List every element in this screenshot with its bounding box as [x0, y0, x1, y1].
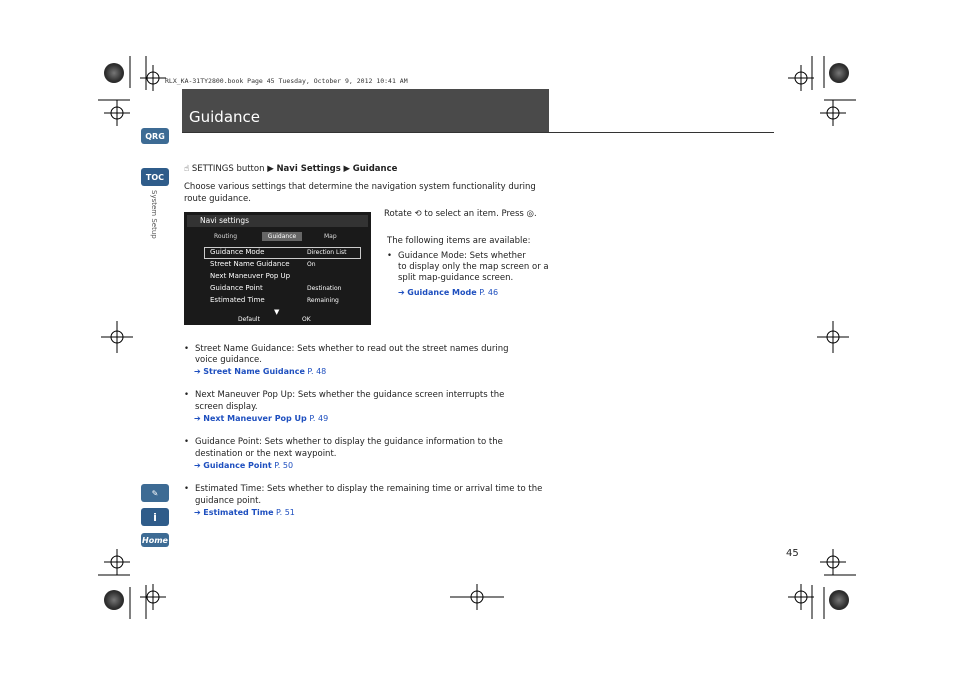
- screen-row-label: Estimated Time: [210, 296, 265, 304]
- screen-row-value: Direction List: [307, 249, 347, 256]
- list-item-desc: destination or the next waypoint.: [195, 449, 337, 459]
- print-header: RLX_KA-31TY2800.book Page 45 Tuesday, October 9, 2012 10:41 AM: [165, 77, 408, 85]
- screen-row-value: Remaining: [307, 297, 339, 304]
- breadcrumb: [184, 164, 397, 174]
- info-icon[interactable]: i: [141, 508, 169, 526]
- screen-row-value: Destination: [307, 285, 342, 292]
- home-button[interactable]: Home: [141, 533, 169, 547]
- screen-row-label: Guidance Point: [210, 284, 263, 292]
- breadcrumb-end: Guidance: [352, 164, 398, 174]
- press-dial-icon: ◎: [526, 209, 534, 219]
- list-item-desc: split map-guidance screen.: [398, 273, 514, 283]
- screen-footer-ok: OK: [302, 316, 311, 323]
- xref-link[interactable]: ➔ Next Maneuver Pop Up P. 49: [194, 414, 329, 423]
- screen-row-label: Next Maneuver Pop Up: [210, 272, 291, 280]
- page-title: Guidance: [189, 108, 260, 126]
- xref-link[interactable]: ➔ Guidance Mode P. 46: [398, 288, 499, 297]
- list-item-desc: to display only the map screen or a: [398, 262, 549, 272]
- link-arrow-icon: ➔: [194, 461, 201, 470]
- available-text: The following items are available:: [387, 236, 531, 246]
- list-item-desc: screen display.: [195, 402, 258, 412]
- breadcrumb-arrow-icon: ▶: [343, 164, 351, 174]
- link-arrow-icon: ➔: [194, 508, 201, 517]
- voice-command-icon[interactable]: ✎: [141, 484, 169, 502]
- screen-row-value: On: [307, 261, 316, 268]
- intro-text: Choose various settings that determine the navigation system functionality during route guidance.: [184, 182, 536, 204]
- page-number: 45: [786, 548, 799, 559]
- link-arrow-icon: ➔: [398, 288, 405, 297]
- interface-dial-icon: ⟲: [414, 209, 422, 219]
- xref-link[interactable]: ➔ Guidance Point P. 50: [194, 461, 294, 470]
- breadcrumb-mid: Navi Settings: [276, 164, 341, 174]
- breadcrumb-arrow-icon: ▶: [267, 164, 274, 174]
- screen-title: Navi settings: [200, 216, 250, 225]
- screen-tab-map: Map: [324, 233, 337, 240]
- list-item-desc: guidance point.: [195, 496, 262, 506]
- section-label: System Setup: [150, 190, 158, 239]
- screen-tab-routing: Routing: [214, 233, 238, 240]
- navi-settings-screen: [184, 212, 371, 325]
- link-arrow-icon: ➔: [194, 414, 201, 423]
- hand-icon: ☝: [184, 164, 190, 174]
- scroll-down-icon: ▼: [274, 308, 280, 316]
- screen-footer-default: Default: [238, 316, 260, 323]
- screen-tab-guidance: Guidance: [262, 232, 302, 241]
- xref-link[interactable]: ➔ Street Name Guidance P. 48: [194, 367, 327, 376]
- rotate-instruction: Rotate ⟲ to select an item. Press ◎.: [384, 209, 537, 219]
- breadcrumb-start: SETTINGS button: [191, 164, 265, 174]
- screen-row-label: Guidance Mode: [210, 248, 265, 256]
- qrg-button[interactable]: QRG: [141, 128, 169, 144]
- link-arrow-icon: ➔: [194, 367, 201, 376]
- screen-row-label: Street Name Guidance: [210, 260, 290, 268]
- toc-button[interactable]: TOC: [141, 168, 169, 186]
- list-item-desc: voice guidance.: [195, 355, 262, 365]
- xref-link[interactable]: ➔ Estimated Time P. 51: [194, 508, 295, 517]
- title-rule: [182, 132, 774, 133]
